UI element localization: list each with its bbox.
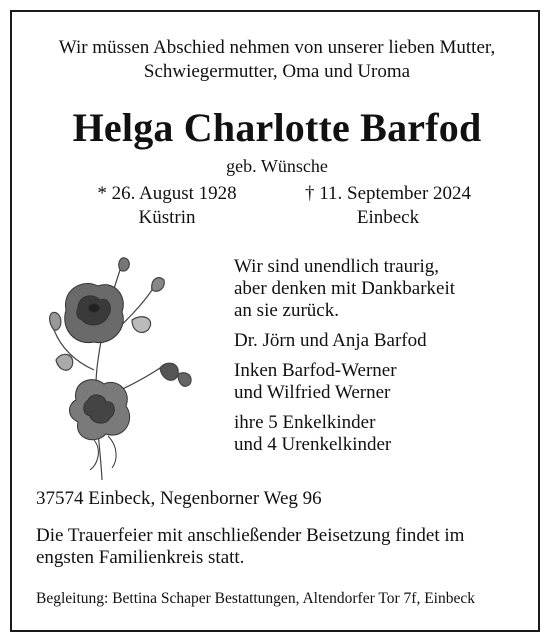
family-line: und 4 Urenkelkinder	[234, 434, 392, 455]
family-entry	[234, 330, 534, 352]
intro-line: Schwiegermutter, Oma und Uroma	[143, 61, 411, 82]
family-line: Inken Barfod-Werner	[234, 360, 397, 381]
undertaker-note: Begleitung: Bettina Schaper Bestattungen, Altendorfer Tor 7f, Einbeck	[36, 590, 475, 607]
family-line: Dr. Jörn und Anja Barfod	[234, 330, 427, 351]
birth-date: * 26. August 1928	[97, 183, 237, 204]
death-info	[288, 182, 488, 230]
family-address: 37574 Einbeck, Negenborner Weg 96	[36, 488, 322, 509]
intro-text	[12, 36, 542, 84]
rose-illustration	[32, 250, 212, 486]
family-line: und Wilfried Werner	[234, 382, 391, 403]
death-date: † 11. September 2024	[304, 183, 472, 204]
family-entry	[234, 412, 534, 456]
deceased-name: Helga Charlotte Barfod	[72, 105, 482, 150]
birth-info	[72, 182, 262, 230]
birth-place: Küstrin	[138, 207, 196, 228]
quote-line: Wir sind unendlich traurig,	[234, 256, 440, 277]
quote-line: an sie zurück.	[234, 300, 339, 321]
mourning-quote	[234, 256, 534, 322]
mourners-block	[234, 256, 534, 464]
family-entry	[234, 360, 534, 404]
family-line: ihre 5 Enkelkinder	[234, 412, 376, 433]
funeral-line: Die Trauerfeier mit anschließender Beisetzung findet im	[36, 525, 465, 546]
death-place: Einbeck	[356, 207, 420, 228]
birth-name: geb. Wünsche	[226, 156, 328, 176]
quote-line: aber denken mit Dankbarkeit	[234, 278, 456, 299]
obituary-frame	[10, 10, 540, 632]
funeral-line: engsten Familienkreis statt.	[36, 547, 245, 568]
funeral-notice	[36, 525, 528, 569]
intro-line: Wir müssen Abschied nehmen von unserer lieben Mutter,	[58, 37, 496, 58]
